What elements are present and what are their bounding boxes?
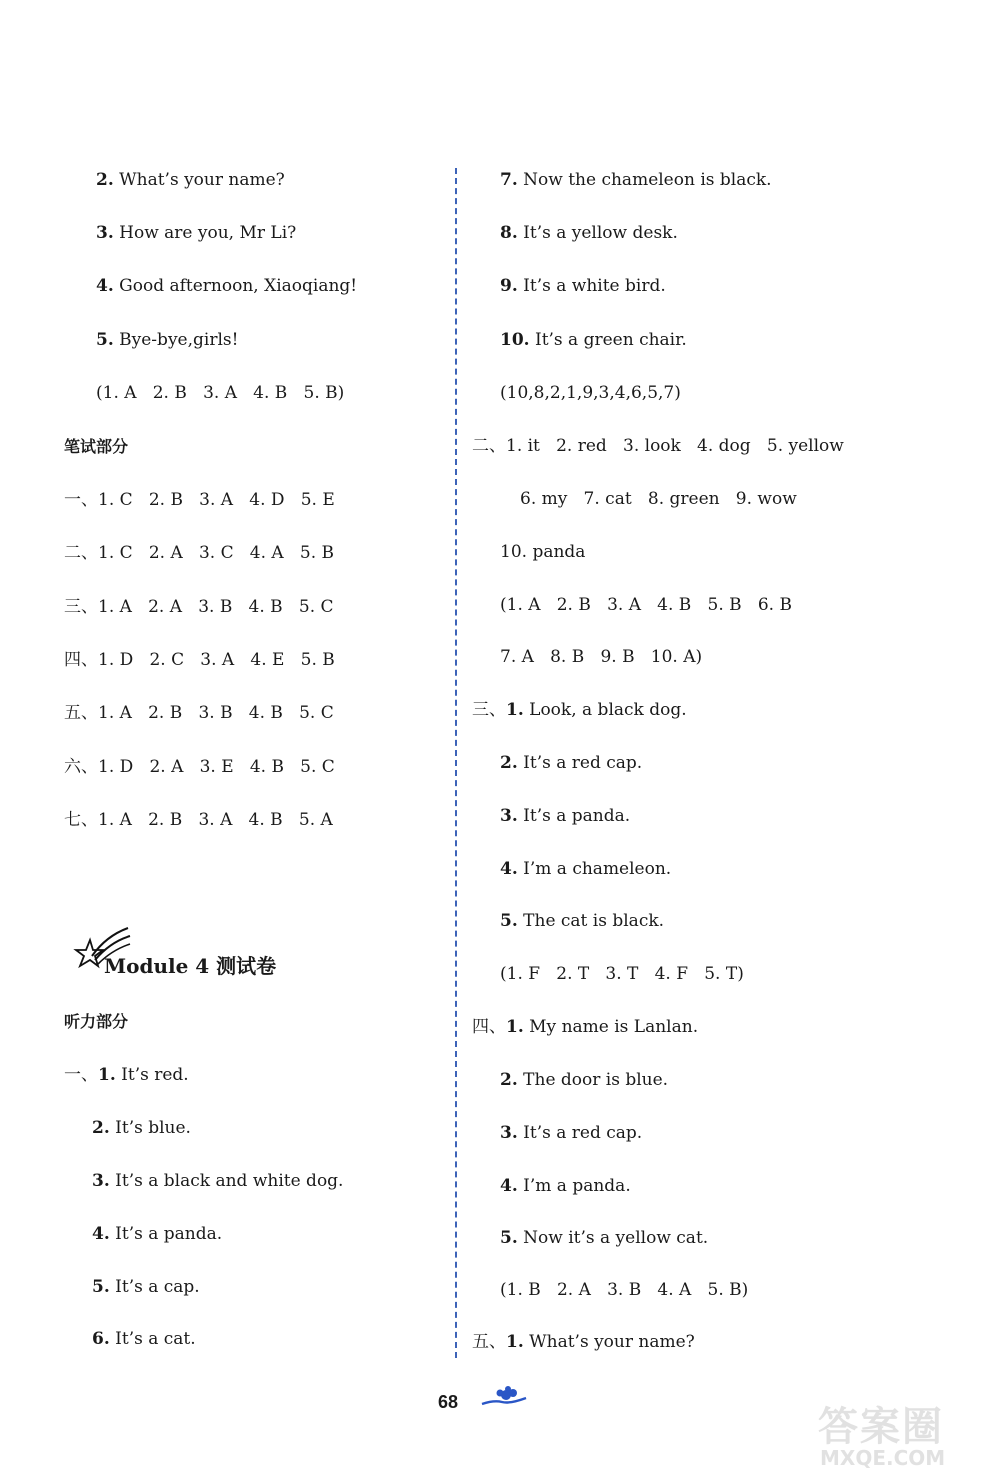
right-part3-line-4: 4. I’m a chameleon.: [500, 859, 672, 879]
right-part4-line-4: 4. I’m a panda.: [500, 1176, 631, 1196]
m4-part1-line-1: 一、1. It’s red.: [64, 1065, 189, 1085]
right-part1-line-7: 7. Now the chameleon is black.: [500, 170, 772, 190]
right-part4-line-1: 四、1. My name is Lanlan.: [472, 1017, 699, 1037]
m4-part1-line-2: 2. It’s blue.: [92, 1118, 191, 1138]
written-section-heading: 笔试部分: [64, 437, 129, 456]
written-row-3: 三、1. A 2. A 3. B 4. B 5. C: [64, 597, 334, 617]
right-part3-line-2: 2. It’s a red cap.: [500, 753, 643, 773]
right-part3-line-1: 三、1. Look, a black dog.: [472, 700, 687, 720]
listening-section-heading: 听力部分: [64, 1012, 129, 1031]
left-listening-answers: (1. A 2. B 3. A 4. B 5. B): [96, 383, 345, 403]
right-part1-answers: (10,8,2,1,9,3,4,6,5,7): [500, 383, 681, 403]
written-row-6: 六、1. D 2. A 3. E 4. B 5. C: [64, 757, 335, 777]
module-4-title: Module 4 测试卷: [104, 954, 277, 978]
m4-part1-line-6: 6. It’s a cat.: [92, 1329, 196, 1349]
column-divider: [455, 168, 457, 1358]
right-part2-answers-2: 7. A 8. B 9. B 10. A): [500, 647, 703, 667]
watermark-logo: 答案圈: [818, 1404, 944, 1450]
m4-part1-line-4: 4. It’s a panda.: [92, 1224, 223, 1244]
m4-part1-line-3: 3. It’s a black and white dog.: [92, 1171, 344, 1191]
written-row-7: 七、1. A 2. B 3. A 4. B 5. A: [64, 810, 333, 830]
right-part3-answers: (1. F 2. T 3. T 4. F 5. T): [500, 964, 744, 984]
left-listening-line-3: 3. How are you, Mr Li?: [96, 223, 297, 243]
right-part2-line-1: 二、1. it 2. red 3. look 4. dog 5. yellow: [472, 436, 844, 456]
left-listening-line-5: 5. Bye-bye,girls!: [96, 330, 239, 350]
right-part4-answers: (1. B 2. A 3. B 4. A 5. B): [500, 1280, 749, 1300]
right-part5-line-1: 五、1. What’s your name?: [472, 1332, 695, 1352]
m4-part1-line-5: 5. It’s a cap.: [92, 1277, 200, 1297]
left-listening-line-4: 4. Good afternoon, Xiaoqiang!: [96, 276, 358, 296]
written-row-5: 五、1. A 2. B 3. B 4. B 5. C: [64, 703, 334, 723]
written-row-1: 一、1. C 2. B 3. A 4. D 5. E: [64, 490, 335, 510]
right-part4-line-2: 2. The door is blue.: [500, 1070, 669, 1090]
right-part4-line-5: 5. Now it’s a yellow cat.: [500, 1228, 709, 1248]
right-part3-line-5: 5. The cat is black.: [500, 911, 665, 931]
right-part1-line-10: 10. It’s a green chair.: [500, 330, 687, 350]
written-row-4: 四、1. D 2. C 3. A 4. E 5. B: [64, 650, 335, 670]
page-number: 68: [438, 1392, 459, 1412]
right-part4-line-3: 3. It’s a red cap.: [500, 1123, 643, 1143]
flower-decoration-icon: [480, 1386, 528, 1412]
watermark-url: MXQE.COM: [820, 1446, 946, 1470]
written-row-2: 二、1. C 2. A 3. C 4. A 5. B: [64, 543, 335, 563]
right-part1-line-9: 9. It’s a white bird.: [500, 276, 666, 296]
right-part2-answers-1: (1. A 2. B 3. A 4. B 5. B 6. B: [500, 595, 792, 615]
right-part1-line-8: 8. It’s a yellow desk.: [500, 223, 678, 243]
right-part2-line-3: 10. panda: [500, 542, 586, 562]
right-part2-line-2: 6. my 7. cat 8. green 9. wow: [520, 489, 797, 509]
left-listening-line-2: 2. What’s your name?: [96, 170, 285, 190]
right-part3-line-3: 3. It’s a panda.: [500, 806, 631, 826]
